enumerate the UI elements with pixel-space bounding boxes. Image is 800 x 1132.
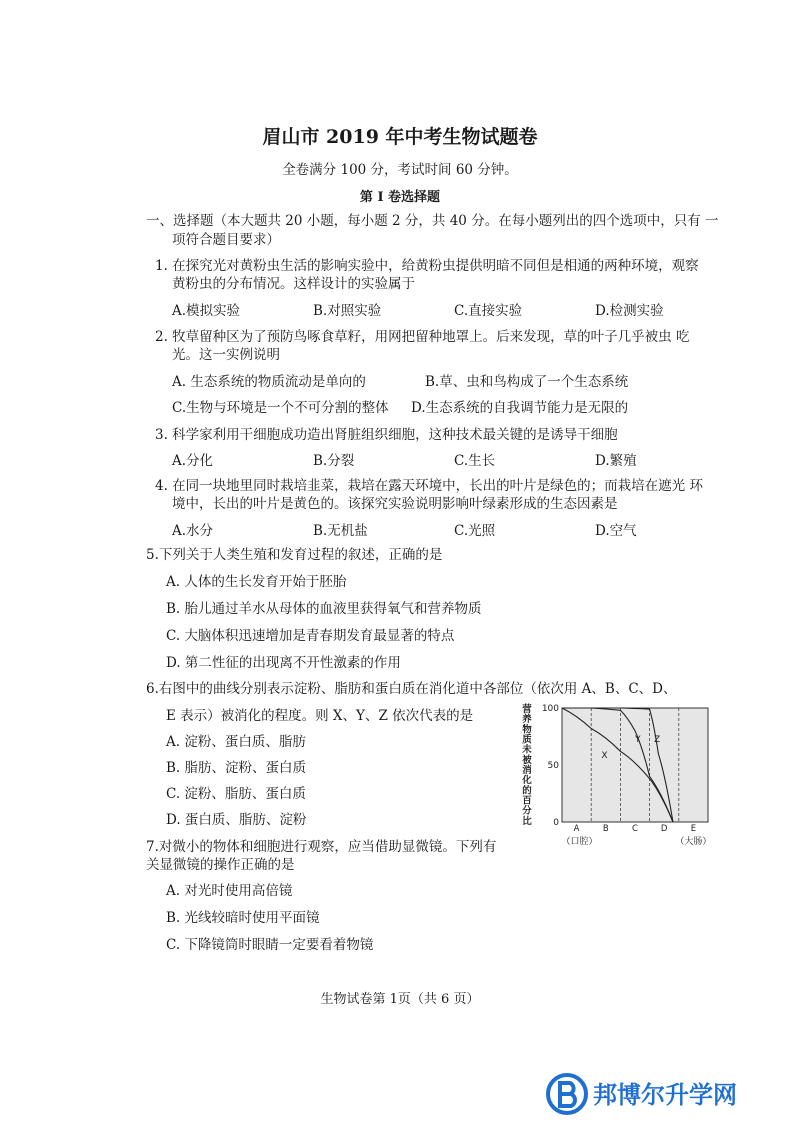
q6-stem-line-2: E 表示）被消化的程度。则 X、Y、Z 依次代表的是 — [166, 708, 474, 724]
ylabel-char: 质 — [522, 734, 532, 746]
page-title: 眉山市 2019 年中考生物试题卷 — [262, 126, 538, 148]
ylabel-char: 养 — [522, 714, 532, 726]
series-z-label: Z — [653, 735, 661, 746]
y-tick-label: 100 — [541, 704, 559, 714]
q6-option-d: D. 蛋白质、脂肪、淀粉 — [166, 812, 307, 828]
q1-option-c: C.直接实验 — [454, 303, 523, 319]
ylabel-char: 分 — [522, 805, 532, 817]
q5-option-b: B. 胎儿通过羊水从母体的血液里获得氧气和营养物质 — [166, 601, 482, 617]
q3-option-a: A.分化 — [172, 453, 214, 469]
q4-option-b: B.无机盐 — [313, 523, 368, 539]
q7-stem-line-2: 关显微镜的操作正确的是 — [146, 857, 295, 873]
chart-plot-area — [562, 708, 708, 822]
q7-option-b: B. 光线较暗时使用平面镜 — [166, 910, 320, 926]
digestion-chart — [520, 700, 720, 850]
q7-stem-line-1: 7.对微小的物体和细胞进行观察，应当借助显微镜。下列有 — [146, 839, 497, 855]
ylabel-char: 消 — [522, 765, 532, 776]
q4-option-d: D.空气 — [595, 523, 637, 539]
q6-option-c: C. 淀粉、脂肪、蛋白质 — [166, 786, 306, 802]
q4-option-c: C.光照 — [454, 523, 496, 539]
x-tick-label: A — [573, 824, 580, 834]
x-note-large-intestine: （大肠） — [675, 837, 712, 847]
x-tick-label: D — [660, 824, 668, 834]
q6-option-a: A. 淀粉、蛋白质、脂肪 — [166, 734, 306, 750]
q5-stem: 5.下列关于人类生殖和发育过程的叙述，正确的是 — [146, 547, 443, 563]
q5-option-c: C. 大脑体积迅速增加是青春期发育最显著的特点 — [166, 628, 455, 644]
ylabel-char: 物 — [522, 724, 532, 736]
q2-stem-line-2: 光。这一实例说明 — [172, 347, 280, 363]
exam-subtitle: 全卷满分 100 分，考试时间 60 分钟。 — [282, 162, 518, 178]
y-tick-label: 0 — [553, 818, 559, 828]
q1-option-a: A.模拟实验 — [172, 303, 241, 319]
chart-x-notes — [562, 835, 712, 847]
q3-stem: 3. 科学家利用干细胞成功造出肾脏组织细胞，这种技术最关键的是诱导干细胞 — [155, 427, 618, 443]
section-heading: 第 I 卷选择题 — [359, 190, 441, 205]
q6-stem-line-1: 6.右图中的曲线分别表示淀粉、脂肪和蛋白质在消化道中各部位（依次用 A、B、C、D、 — [146, 681, 677, 697]
ylabel-char: 营 — [522, 704, 532, 715]
q3-option-b: B.分裂 — [313, 453, 355, 469]
series-y-label: Y — [635, 735, 641, 746]
q1-option-b: B.对照实验 — [313, 303, 382, 319]
q4-option-a: A.水分 — [172, 523, 214, 539]
instruction-line-2: 项符合题目要求） — [172, 232, 280, 248]
x-tick-label: E — [690, 824, 697, 834]
x-tick-label: B — [602, 824, 609, 834]
ylabel-char: 百 — [522, 795, 532, 807]
q4-stem-line-1: 4. 在同一块地里同时栽培韭菜，栽培在露天环境中，长出的叶片是绿色的；而栽培在遮光 环 — [155, 478, 703, 494]
series-x-label: X — [601, 751, 608, 762]
q5-option-a: A. 人体的生长发育开始于胚胎 — [166, 574, 347, 590]
instruction-line-1: 一、选择题（本大题共 20 小题，每小题 2 分，共 40 分。在每小题列出的四个选项中，只有 一 — [146, 213, 719, 229]
q7-option-a: A. 对光时使用高倍镜 — [166, 883, 293, 899]
q2-stem-line-1: 2. 牧草留种区为了预防鸟啄食草籽，用网把留种地罩上。后来发现，草的叶子几乎被虫 吃 — [155, 329, 690, 345]
ylabel-char: 未 — [522, 744, 532, 756]
page-footer: 生物试卷第 1页（共 6 页） — [320, 992, 480, 1007]
q3-option-d: D.繁殖 — [595, 453, 637, 469]
q1-option-d: D.检测实验 — [595, 303, 664, 319]
brand-logo — [545, 1070, 785, 1118]
ylabel-char: 的 — [522, 785, 532, 797]
brand-text: 邦博尔升学网 — [593, 1081, 737, 1109]
ylabel-char: 化 — [522, 775, 532, 787]
y-tick-label: 50 — [547, 761, 559, 771]
q1-stem-line-1: 1. 在探究光对黄粉虫生活的影响实验中，给黄粉虫提供明暗不同但是相通的两种环境，观察 — [155, 258, 699, 274]
ylabel-char: 比 — [522, 815, 532, 827]
chart-x-ticks — [574, 824, 696, 834]
q1-stem-line-2: 黄粉虫的分布情况。这样设计的实验属于 — [172, 276, 415, 292]
chart-y-ticks — [542, 704, 559, 828]
q2-option-b: B.草、虫和鸟构成了一个生态系统 — [425, 374, 629, 390]
q2-option-a: A. 生态系统的物质流动是单向的 — [172, 374, 366, 390]
q6-option-b: B. 脂肪、淀粉、蛋白质 — [166, 760, 307, 776]
q2-option-d: D.生态系统的自我调节能力是无限的 — [411, 400, 629, 416]
q5-option-d: D. 第二性征的出现离不开性激素的作用 — [166, 655, 401, 671]
q2-option-c: C.生物与环境是一个不可分割的整体 — [172, 400, 389, 416]
x-tick-label: C — [632, 824, 638, 834]
q3-option-c: C.生长 — [454, 453, 496, 469]
q7-option-c: C. 下降镜筒时眼睛一定要看着物镜 — [166, 937, 374, 953]
x-note-mouth: （口腔） — [561, 837, 598, 847]
chart-ylabel — [521, 703, 532, 827]
q4-stem-line-2: 境中，长出的叶片是黄色的。该探究实验说明影响叶绿素形成的生态因素是 — [172, 496, 618, 512]
ylabel-char: 被 — [522, 754, 532, 766]
